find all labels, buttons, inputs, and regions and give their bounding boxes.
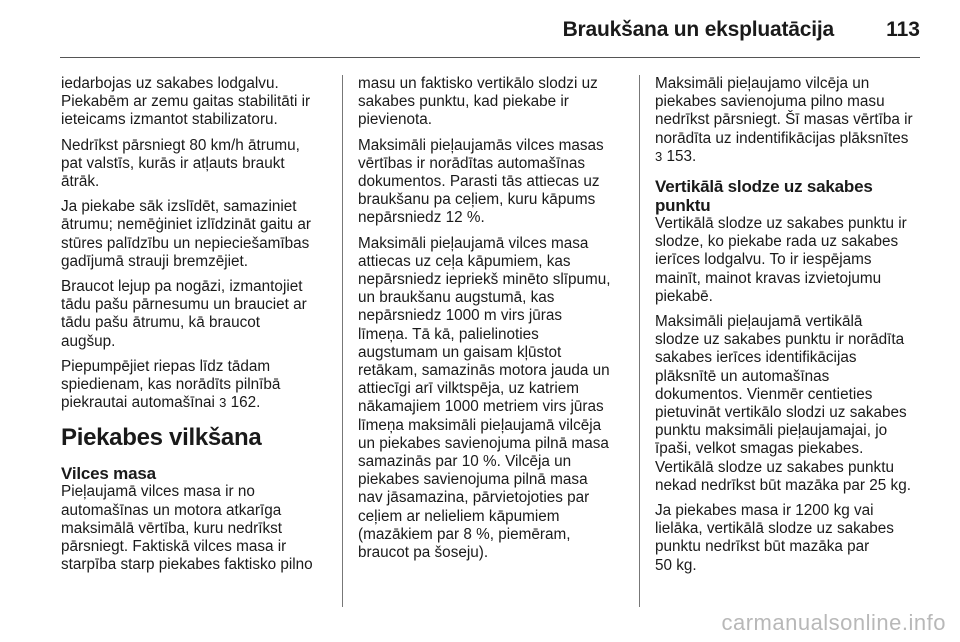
paragraph: Pieļaujamā vilces masa ir no automašīnas un motora atkarīga maksimālā vērtība, kuru nedrīkst pārsniegt. Faktiskā vilces masa ir starpība starp piekabes faktisko pilno xyxy=(61,483,313,574)
column-2 xyxy=(358,75,623,569)
paragraph: Maksimāli pieļaujamās vilces masas vērtības ir norādītas automašīnas dokumentos. Parasti tās attiecas uz braukšanu pa ceļiem, kuru kāpums nepārsniedz 12 %. xyxy=(358,136,604,227)
page-reference-icon: 3 xyxy=(655,148,663,164)
paragraph: masu un faktisko vertikālo slodzi uz sakabes punktu, kad piekabe ir pievienota. xyxy=(358,75,598,129)
page-header xyxy=(60,14,920,48)
paragraph: Maksimāli pieļaujamā vilces masa attiecas uz ceļa kāpumiem, kas nepārsniedz iepriekš minēto slīpumu, un braukšanu augstumā, kas nepārsniedz 1000 m virs jūras līmeņa. Tā kā, palielinoties augstumam un gaisam kļūstot retākam, samazinās motora jauda un attiecīgi arī vilktspēja, uz katriem nākamajiem 1000 metriem virs jūras līmeņa maksimāli pieļaujamā vilcēja un piekabes savienojuma pilnā masa samazinās par 10 %. Vilcēja un piekabes savienojuma pilnā masa nav jāsamazina, pārvietojoties par ceļiem ar nelieliem kāpumiem (mazākiem par 8 %, piemēram, braucot pa šoseju). xyxy=(358,234,611,562)
paragraph: Nedrīkst pārsniegt 80 km/h ātrumu, pat valstīs, kurās ir atļauts braukt ātrāk. xyxy=(61,136,300,191)
page-reference[interactable]: 162. xyxy=(230,394,261,412)
paragraph: iedarbojas uz sakabes lodgalvu. Piekabēm ar zemu gaitas stabilitāti ir ieteicams izmantot stabilizatoru. xyxy=(61,75,311,129)
watermark: carmanualsonline.info xyxy=(721,610,946,635)
page-number: 113 xyxy=(886,18,920,41)
subsection-title: Vilces masa xyxy=(61,464,156,484)
section-title: Piekabes vilkšana xyxy=(61,424,262,452)
paragraph: Piepumpējiet riepas līdz tādam spiedienam, kas norādīts pilnībā piekrautai automašīnai 3 162. xyxy=(61,357,281,412)
column-divider-2 xyxy=(639,75,640,607)
paragraph: Maksimāli pieļaujamo vilcēja un piekabes savienojuma pilno masu nedrīkst pārsniegt. Šī masas vērtība ir norādīta uz indentifikācijas plāksnītes 3 153. xyxy=(655,75,913,165)
column-1 xyxy=(61,75,326,581)
paragraph: Vertikālā slodze uz sakabes punktu ir slodze, ko piekabe rada uz sakabes ierīces lodgalvu. To ir iespējams mainīt, mainot kravas izvietojumu piekabē. xyxy=(655,215,907,305)
page-title: Braukšana un ekspluatācija xyxy=(562,18,834,41)
paragraph: Ja piekabe sāk izslīdēt, samaziniet ātrumu; nemēģiniet izlīdzināt gaitu ar stūres palīdzību un nepieciešamības gadījumā strauji bremzējiet. xyxy=(61,198,311,270)
header-divider xyxy=(60,57,920,58)
paragraph: Braucot lejup pa nogāzi, izmantojiet tādu pašu pārnesumu un brauciet ar tādu pašu ātrumu, kā braucot augšup. xyxy=(61,278,307,350)
paragraph: Maksimāli pieļaujamā vertikālā slodze uz sakabes punktu ir norādīta sakabes ierīces identifikācijas plāksnītē un automašīnas dokumentos. Vienmēr centieties pietuvināt vertikālo slodzi uz sakabes punktu maksimāli pieļaujamajai, jo īpaši, velkot smagas piekabes. Vertikālā slodze uz sakabes punktu nekad nedrīkst būt mazāka par 25 kg. xyxy=(655,313,911,494)
column-3 xyxy=(655,75,920,582)
column-divider-1 xyxy=(342,75,343,607)
page-reference-icon: 3 xyxy=(219,395,227,411)
subsection-title: Vertikālā slodze uz sakabes punktu xyxy=(655,177,873,216)
page-reference[interactable]: 153. xyxy=(666,147,697,165)
paragraph: Ja piekabes masa ir 1200 kg vai lielāka, vertikālā slodze uz sakabes punktu nedrīkst būt mazāka par 50 kg. xyxy=(655,502,894,574)
